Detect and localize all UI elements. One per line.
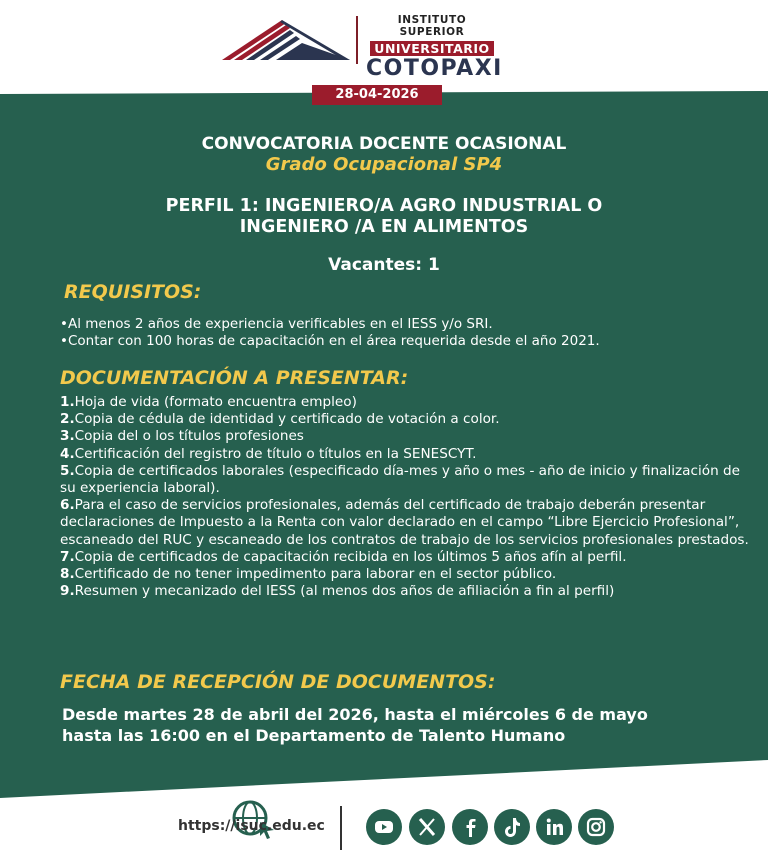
item-number: 9.	[60, 583, 75, 600]
website-link[interactable]: https://isuc.edu.ec	[178, 818, 325, 834]
documentation-heading: DOCUMENTACIÓN A PRESENTAR:	[60, 367, 409, 389]
item-text: Para el caso de servicios profesionales, además del certificado de trabajo deberán presentar declaraciones de Impuesto a la Renta con valor declarado en el campo “Libre Ejercicio Profesional”, escaneado del RUC y escaneado de los contratos de trabajo de los servicios profesionales prestados.	[60, 497, 749, 548]
item-number: 3.	[60, 428, 75, 445]
reception-heading: FECHA DE RECEPCIÓN DE DOCUMENTOS:	[60, 671, 496, 693]
documentation-item	[60, 497, 750, 549]
youtube-icon[interactable]	[366, 809, 402, 845]
profile-line-2: INGENIERO /A EN ALIMENTOS	[239, 217, 529, 237]
documentation-item	[60, 394, 750, 411]
logo-line-universitario: UNIVERSITARIO	[370, 41, 493, 56]
item-number: 6.	[60, 497, 75, 514]
facebook-icon[interactable]	[452, 809, 488, 845]
documentation-item	[60, 583, 750, 600]
documentation-item	[60, 411, 750, 428]
item-number: 4.	[60, 445, 75, 462]
vacancies: Vacantes: 1	[328, 255, 440, 275]
documentation-item	[60, 566, 750, 583]
documentation-item	[60, 446, 750, 463]
reception-line-2: hasta las 16:00 en el Departamento de Talento Humano	[62, 726, 566, 745]
documentation-item	[60, 549, 750, 566]
item-text: Copia del o los títulos profesiones	[74, 428, 304, 445]
requirements-list	[60, 316, 740, 350]
reception-details	[62, 704, 742, 746]
documentation-item	[60, 428, 750, 445]
item-number: 1.	[60, 394, 75, 410]
profile-line-1: PERFIL 1: INGENIERO/A AGRO INDUSTRIAL O	[165, 196, 603, 216]
item-text: Copia de cédula de identidad y certificado de votación a color.	[74, 411, 500, 428]
announcement-subtitle: Grado Ocupacional SP4	[265, 154, 503, 175]
footer-divider	[340, 806, 342, 850]
item-text: Copia de certificados laborales (especificado día-mes y año o mes - año de inicio y finalización de su experiencia laboral).	[60, 462, 741, 497]
documentation-item	[60, 463, 750, 497]
item-text: Copia de certificados de capacitación recibida en los últimos 5 años afín al perfil.	[74, 548, 627, 565]
tiktok-icon[interactable]	[494, 809, 530, 845]
announcement-title: CONVOCATORIA DOCENTE OCASIONAL	[201, 134, 567, 154]
logo-line-cotopaxi: COTOPAXI	[366, 56, 503, 81]
requirement-item: •Al menos 2 años de experiencia verificables en el IESS y/o SRI.	[60, 316, 493, 332]
documentation-list	[60, 394, 750, 600]
logo-line-instituto: INSTITUTO SUPERIOR	[397, 14, 467, 38]
item-text: Certificación del registro de título o títulos en la SENESCYT.	[74, 445, 477, 462]
item-number: 7.	[60, 548, 75, 565]
date-badge: 28-04-2026	[312, 85, 442, 105]
item-number: 8.	[60, 566, 75, 583]
item-number: 5.	[60, 462, 75, 479]
linkedin-icon[interactable]	[536, 809, 572, 845]
item-text: Hoja de vida (formato encuentra empleo)	[74, 394, 357, 410]
reception-line-1: Desde martes 28 de abril del 2026, hasta el miércoles 6 de mayo	[62, 705, 648, 724]
item-text: Resumen y mecanizado del IESS (al menos dos años de afiliación a fin al perfil)	[74, 583, 615, 600]
profile-title	[0, 196, 768, 238]
item-number: 2.	[60, 411, 75, 428]
requirements-heading: REQUISITOS:	[64, 281, 202, 303]
x-icon[interactable]	[409, 809, 445, 845]
instagram-icon[interactable]	[578, 809, 614, 845]
requirement-item: •Contar con 100 horas de capacitación en el área requerida desde el año 2021.	[60, 333, 600, 349]
item-text: Certificado de no tener impedimento para laborar en el sector público.	[74, 566, 557, 583]
